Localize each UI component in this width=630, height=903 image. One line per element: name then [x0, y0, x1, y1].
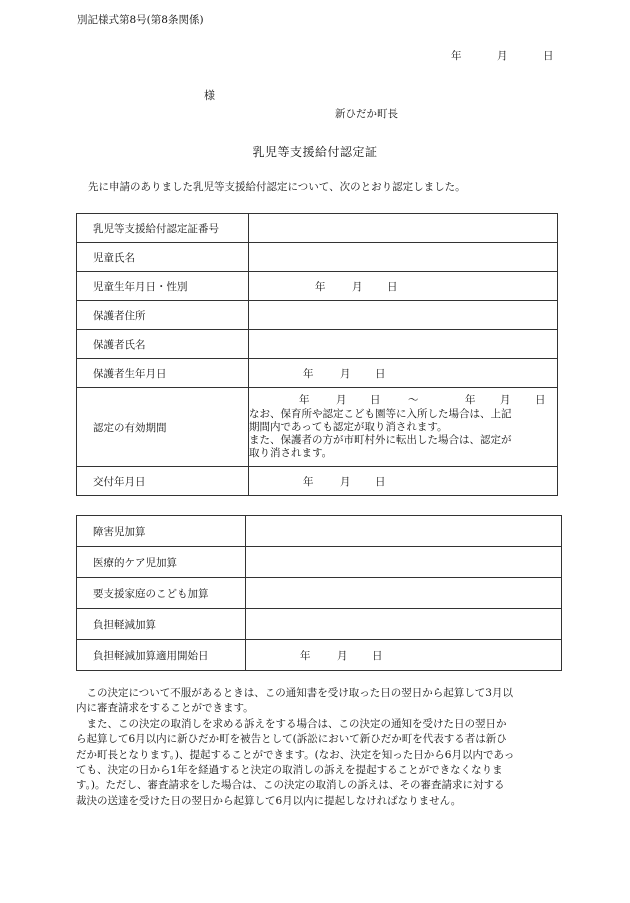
- intro-text: 先に申請のありました乳児等支援給付認定について、次のとおり認定しました。: [88, 181, 466, 193]
- issue-date-line: [0, 48, 630, 62]
- notice-line: この決定について不服があるときは、この通知書を受け取った日の翌日から起算して3月以: [86, 687, 513, 699]
- to-day: 日: [535, 394, 546, 406]
- addressee-suffix: 様: [204, 89, 215, 102]
- ymd-month: 月: [352, 281, 363, 293]
- row-label-guardian-name: 保護者氏名: [77, 330, 249, 359]
- issuer-name: 新ひだか町長: [335, 108, 398, 120]
- notice-line: また、この決定の取消しを求める訴えをする場合は、この決定の通知を受けた日の翌日か: [86, 717, 507, 730]
- ymd-month: 月: [337, 650, 348, 662]
- row-label-burden-reduction: 負担軽減加算: [77, 609, 246, 640]
- row-label-issue-date: 交付年月日: [77, 467, 249, 496]
- to-month: 月: [500, 394, 511, 406]
- table-row: [77, 359, 558, 388]
- document-title: 乳児等支援給付認定証: [252, 145, 378, 159]
- cert-number-value: [249, 214, 558, 243]
- form-number: 別記様式第8号(第8条関係): [77, 14, 204, 26]
- ymd-month: 月: [340, 368, 351, 380]
- row-label-burden-reduction-start: 負担軽減加算適用開始日: [77, 640, 246, 671]
- table-row: [77, 609, 562, 640]
- ymd-day: 日: [375, 368, 386, 380]
- from-year: 年: [299, 394, 310, 406]
- table-row: [77, 272, 558, 301]
- child-name-value: [249, 243, 558, 272]
- table-row: [77, 640, 562, 671]
- date-year-label: 年: [451, 50, 462, 62]
- range-tilde: ～: [408, 394, 419, 406]
- medical-care-addition-value: [246, 547, 562, 578]
- table-row: [77, 301, 558, 330]
- ymd-year: 年: [300, 650, 311, 662]
- row-label-medical-care-addition: 医療的ケア児加算: [77, 547, 246, 578]
- row-label-support-family-addition: 要支援家庭のこども加算: [77, 578, 246, 609]
- from-day: 日: [370, 394, 381, 406]
- burden-reduction-start-value: [246, 640, 562, 671]
- table-row: [77, 516, 562, 547]
- validity-date-range: [249, 394, 557, 408]
- child-birth-sex-value: [249, 272, 558, 301]
- ymd-year: 年: [315, 281, 326, 293]
- notice-line: だか町長となります。)、提起することができます。(なお、決定を知った日から6月以内であっ: [76, 748, 515, 761]
- note-line: また、保護者の方が市町村外に転出した場合は、認定が: [249, 434, 512, 446]
- issue-date-value: [249, 467, 558, 496]
- note-line: なお、保育所や認定こども園等に入所した場合は、上記: [249, 408, 512, 420]
- certification-table: [76, 213, 558, 496]
- ymd-year: 年: [303, 476, 314, 488]
- table-row: [77, 467, 558, 496]
- row-label-guardian-address: 保護者住所: [77, 301, 249, 330]
- notice-line: す。)。ただし、審査請求をした場合は、この決定の取消しの訴えは、その審査請求に対する: [76, 779, 505, 792]
- notice-line: 内に審査請求をすることができます。: [76, 702, 254, 715]
- guardian-name-value: [249, 330, 558, 359]
- guardian-birth-value: [249, 359, 558, 388]
- table-row: [77, 243, 558, 272]
- table-row: [77, 388, 558, 467]
- note-line: 取り消されます。: [249, 447, 333, 459]
- notice-line: ても、決定の日から1年を経過すると決定の取消しの訴えを提起することができなくなりま: [76, 764, 503, 777]
- ymd-day: 日: [372, 650, 383, 662]
- burden-reduction-value: [246, 609, 562, 640]
- notice-paragraph-1: [76, 686, 558, 717]
- ymd-day: 日: [387, 281, 398, 293]
- support-family-addition-value: [246, 578, 562, 609]
- notice-line: ら起算して6月以内に新ひだか町を被告として(訴訟において新ひだか町を代表する者は新ひ: [76, 733, 507, 746]
- ymd-day: 日: [375, 476, 386, 488]
- to-year: 年: [465, 394, 476, 406]
- notice-paragraph-2: [76, 717, 558, 809]
- table-row: [77, 214, 558, 243]
- row-label-child-birth-sex: 児童生年月日・性別: [77, 272, 249, 301]
- additions-table: [76, 515, 562, 671]
- note-line: 期間内であっても認定が取り消されます。: [249, 421, 448, 433]
- date-month-label: 月: [497, 50, 508, 62]
- table-row: [77, 547, 562, 578]
- row-label-child-name: 児童氏名: [77, 243, 249, 272]
- guardian-address-value: [249, 301, 558, 330]
- notice-line: 裁決の送達を受けた日の翌日から起算して6月以内に提起しなければなりません。: [76, 794, 462, 807]
- disability-addition-value: [246, 516, 562, 547]
- validity-note-2: [249, 434, 557, 460]
- ymd-year: 年: [303, 368, 314, 380]
- table-row: [77, 330, 558, 359]
- date-day-label: 日: [543, 50, 554, 62]
- from-month: 月: [336, 394, 347, 406]
- validity-note-1: [249, 408, 557, 434]
- row-label-cert-number: 乳児等支援給付認定証番号: [77, 214, 249, 243]
- table-row: [77, 578, 562, 609]
- row-label-disability-addition: 障害児加算: [77, 516, 246, 547]
- ymd-month: 月: [340, 476, 351, 488]
- validity-period-value: [249, 388, 558, 467]
- appeal-notice: [76, 686, 558, 809]
- row-label-validity-period: 認定の有効期間: [77, 388, 249, 467]
- row-label-guardian-birth: 保護者生年月日: [77, 359, 249, 388]
